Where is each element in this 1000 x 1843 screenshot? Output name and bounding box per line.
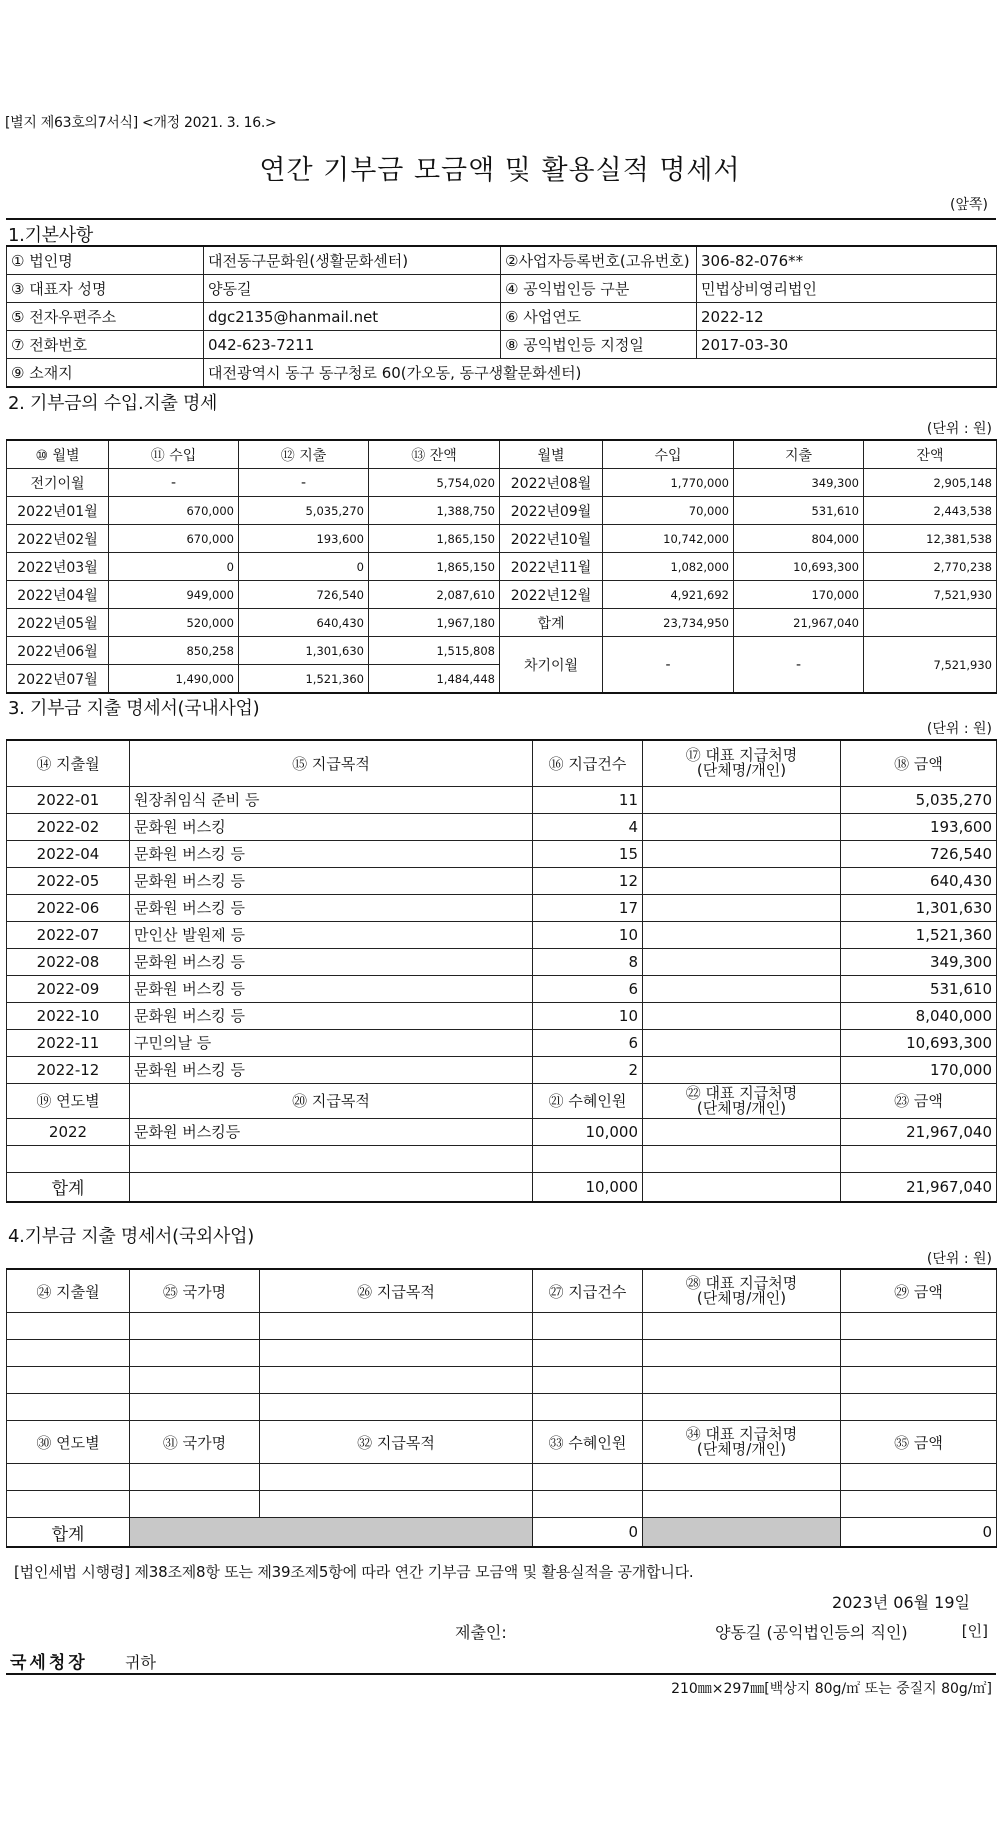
total-beneficiaries: 10,000 xyxy=(533,1172,643,1202)
empty-cell xyxy=(841,1491,997,1518)
empty-cell xyxy=(841,1464,997,1491)
expense-month-cell: 2022-05 xyxy=(7,867,130,894)
expense-cell: 804,000 xyxy=(734,525,864,553)
balance-cell: 1,515,808 xyxy=(369,637,500,665)
income-cell: 1,490,000 xyxy=(109,665,239,694)
month-cell: 2022년12월 xyxy=(500,581,603,609)
empty-cell xyxy=(533,1491,643,1518)
recipient-cell xyxy=(643,975,841,1002)
front-page-label: (앞쪽) xyxy=(950,197,988,213)
amount-cell: 5,035,270 xyxy=(841,786,997,813)
domestic-expense-row xyxy=(7,894,997,921)
month-cell: 2022년01월 xyxy=(7,497,109,525)
field-value: 민법상비영리법인 xyxy=(697,275,997,303)
col-header-recipient xyxy=(643,1269,841,1313)
col-header-expense-month: ㉔ 지출월 xyxy=(7,1269,130,1313)
count-cell: 17 xyxy=(533,894,643,921)
balance-cell: 2,087,610 xyxy=(369,581,500,609)
total-blank xyxy=(130,1172,533,1202)
beneficiaries-cell: 10,000 xyxy=(533,1118,643,1145)
amount-cell: 10,693,300 xyxy=(841,1029,997,1056)
income-cell: 1,770,000 xyxy=(603,469,734,497)
recipient-cell xyxy=(643,867,841,894)
section2-heading: 2. 기부금의 수입.지출 명세 xyxy=(8,393,218,414)
field-value: 042-623-7211 xyxy=(204,331,501,359)
overseas-empty-row xyxy=(7,1313,997,1340)
expense-month-cell: 2022-04 xyxy=(7,840,130,867)
empty-cell xyxy=(7,1340,130,1367)
domestic-expense-table xyxy=(6,739,997,1203)
recipient-header-line2: (단체명/개인) xyxy=(696,1440,787,1458)
recipient-cell xyxy=(643,948,841,975)
year-cell xyxy=(7,1145,130,1172)
submission-date: 2023년 06월 19일 xyxy=(832,1593,970,1612)
carry-over-label: 차기이월 xyxy=(500,637,603,694)
balance-cell: 1,967,180 xyxy=(369,609,500,637)
col-header-recipient xyxy=(643,740,841,786)
balance-cell: 1,388,750 xyxy=(369,497,500,525)
field-label: ⑦ 전화번호 xyxy=(7,331,204,359)
addressee-suffix: 귀하 xyxy=(125,1653,156,1672)
carry-over-income: - xyxy=(603,637,734,694)
income-cell: 4,921,692 xyxy=(603,581,734,609)
empty-cell xyxy=(841,1340,997,1367)
col-header-purpose: ㉖ 지급목적 xyxy=(260,1269,533,1313)
seal-mark: [인] xyxy=(961,1622,988,1640)
empty-cell xyxy=(7,1491,130,1518)
balance-cell: 1,484,448 xyxy=(369,665,500,694)
recipient-header-line1: ㉒ 대표 지급처명 xyxy=(685,1083,798,1102)
empty-cell xyxy=(533,1340,643,1367)
expense-cell: 1,521,360 xyxy=(239,665,369,694)
recipient-header-line2: (단체명/개인) xyxy=(696,761,787,780)
col-header-expense: 지출 xyxy=(734,440,864,469)
empty-cell xyxy=(643,1464,841,1491)
section1-top-rule xyxy=(6,218,996,220)
total-amount: 21,967,040 xyxy=(841,1172,997,1202)
overseas-header2-row xyxy=(7,1421,997,1464)
carry-over-expense: - xyxy=(734,637,864,694)
purpose-cell: 문화원 버스킹 등 xyxy=(130,894,533,921)
expense-month-cell: 2022-12 xyxy=(7,1056,130,1083)
field-value: dgc2135@hanmail.net xyxy=(204,303,501,331)
empty-cell xyxy=(643,1394,841,1421)
col-header-recipient xyxy=(643,1421,841,1464)
empty-cell xyxy=(643,1367,841,1394)
count-cell: 8 xyxy=(533,948,643,975)
balance-cell: 7,521,930 xyxy=(864,581,997,609)
recipient-cell xyxy=(643,921,841,948)
expense-month-cell: 2022-02 xyxy=(7,813,130,840)
income-expense-row xyxy=(7,497,997,525)
col-header-purpose: ⑮ 지급목적 xyxy=(130,740,533,786)
income-expense-row xyxy=(7,637,997,665)
basic-info-row xyxy=(7,246,997,275)
income-expense-row xyxy=(7,609,997,637)
empty-cell xyxy=(7,1394,130,1421)
total-beneficiaries: 0 xyxy=(533,1518,643,1548)
income-cell: 850,258 xyxy=(109,637,239,665)
recipient-cell xyxy=(643,1118,841,1145)
col-header-beneficiaries: ㉑ 수혜인원 xyxy=(533,1083,643,1118)
domestic-expense-row xyxy=(7,1029,997,1056)
empty-cell xyxy=(130,1491,260,1518)
field-value: 양동길 xyxy=(204,275,501,303)
amount-cell: 170,000 xyxy=(841,1056,997,1083)
empty-cell xyxy=(260,1313,533,1340)
income-expense-row xyxy=(7,525,997,553)
overseas-empty-row xyxy=(7,1394,997,1421)
overseas-empty-row xyxy=(7,1491,997,1518)
expense-month-cell: 2022-08 xyxy=(7,948,130,975)
income-cell: 670,000 xyxy=(109,497,239,525)
submitter-name: 양동길 (공익법인등의 직인) xyxy=(715,1623,908,1642)
balance-cell: 2,443,538 xyxy=(864,497,997,525)
empty-cell xyxy=(533,1367,643,1394)
empty-cell xyxy=(643,1313,841,1340)
month-cell: 2022년02월 xyxy=(7,525,109,553)
expense-cell: 349,300 xyxy=(734,469,864,497)
expense-month-cell: 2022-06 xyxy=(7,894,130,921)
domestic-expense-row xyxy=(7,840,997,867)
address-value: 대전광역시 동구 동구청로 60(가오동, 동구생활문화센터) xyxy=(204,359,997,388)
col-header-count: ⑯ 지급건수 xyxy=(533,740,643,786)
total-label: 합계 xyxy=(7,1518,130,1548)
income-cell: - xyxy=(109,469,239,497)
col-header-beneficiaries: ㉝ 수혜인원 xyxy=(533,1421,643,1464)
purpose-cell xyxy=(130,1145,533,1172)
col-header-purpose: ⑳ 지급목적 xyxy=(130,1083,533,1118)
empty-cell xyxy=(7,1313,130,1340)
form-reference: [별지 제63호의7서식] <개정 2021. 3. 16.> xyxy=(5,115,277,131)
section2-unit: (단위 : 원) xyxy=(926,421,992,437)
col-header-balance: ⑬ 잔액 xyxy=(369,440,500,469)
count-cell: 12 xyxy=(533,867,643,894)
col-header-recipient xyxy=(643,1083,841,1118)
empty-cell xyxy=(643,1491,841,1518)
month-cell: 2022년07월 xyxy=(7,665,109,694)
overseas-expense-table xyxy=(6,1268,997,1548)
field-value: 2017-03-30 xyxy=(697,331,997,359)
total-amount: 0 xyxy=(841,1518,997,1548)
expense-cell: 21,967,040 xyxy=(734,609,864,637)
basic-info-row xyxy=(7,359,997,388)
field-value: 2022-12 xyxy=(697,303,997,331)
col-header-month: ⑩ 월별 xyxy=(7,440,109,469)
field-label: ⑧ 공익법인등 지정일 xyxy=(501,331,697,359)
section4-heading: 4.기부금 지출 명세서(국외사업) xyxy=(8,1226,254,1247)
purpose-cell: 만인산 발원제 등 xyxy=(130,921,533,948)
col-header-purpose: ㉜ 지급목적 xyxy=(260,1421,533,1464)
empty-cell xyxy=(643,1340,841,1367)
domestic-expense-row xyxy=(7,948,997,975)
expense-cell: 531,610 xyxy=(734,497,864,525)
domestic-header2-row xyxy=(7,1083,997,1118)
recipient-cell xyxy=(643,1002,841,1029)
domestic-expense-row xyxy=(7,975,997,1002)
income-cell: 23,734,950 xyxy=(603,609,734,637)
balance-cell: 1,865,150 xyxy=(369,553,500,581)
col-header-amount: ㉙ 금액 xyxy=(841,1269,997,1313)
field-label: ④ 공익법인등 구분 xyxy=(501,275,697,303)
section3-unit: (단위 : 원) xyxy=(926,721,992,737)
month-cell: 2022년11월 xyxy=(500,553,603,581)
amount-cell: 640,430 xyxy=(841,867,997,894)
empty-cell xyxy=(260,1394,533,1421)
overseas-total-row xyxy=(7,1518,997,1548)
expense-cell: 726,540 xyxy=(239,581,369,609)
empty-cell xyxy=(7,1367,130,1394)
col-header-amount: ⑱ 금액 xyxy=(841,740,997,786)
address-label: ⑨ 소재지 xyxy=(7,359,204,388)
balance-cell xyxy=(864,609,997,637)
purpose-cell: 문화원 버스킹 등 xyxy=(130,975,533,1002)
col-header-year: ㉚ 연도별 xyxy=(7,1421,130,1464)
overseas-header-row xyxy=(7,1269,997,1313)
footer-rule xyxy=(6,1673,996,1675)
col-header-income: ⑪ 수입 xyxy=(109,440,239,469)
expense-month-cell: 2022-01 xyxy=(7,786,130,813)
amount-cell: 1,301,630 xyxy=(841,894,997,921)
amount-cell: 21,967,040 xyxy=(841,1118,997,1145)
purpose-cell: 구민의날 등 xyxy=(130,1029,533,1056)
overseas-empty-row xyxy=(7,1464,997,1491)
income-expense-header-row xyxy=(7,440,997,469)
income-cell: 0 xyxy=(109,553,239,581)
income-cell: 670,000 xyxy=(109,525,239,553)
purpose-cell: 문화원 버스킹 등 xyxy=(130,948,533,975)
month-cell: 2022년03월 xyxy=(7,553,109,581)
basic-info-table xyxy=(6,245,997,388)
domestic-expense-row xyxy=(7,1056,997,1083)
balance-cell: 5,754,020 xyxy=(369,469,500,497)
domestic-expense-row xyxy=(7,867,997,894)
col-header-income: 수입 xyxy=(603,440,734,469)
month-cell: 2022년10월 xyxy=(500,525,603,553)
count-cell: 10 xyxy=(533,1002,643,1029)
empty-cell xyxy=(130,1394,260,1421)
recipient-header-line2: (단체명/개인) xyxy=(696,1098,787,1117)
col-header-count: ㉗ 지급건수 xyxy=(533,1269,643,1313)
domestic-expense-row xyxy=(7,786,997,813)
year-cell: 2022 xyxy=(7,1118,130,1145)
field-label: ②사업자등록번호(고유번호) xyxy=(501,246,697,275)
overseas-empty-row xyxy=(7,1340,997,1367)
purpose-cell: 문화원 버스킹 등 xyxy=(130,867,533,894)
total-blank xyxy=(643,1172,841,1202)
expense-cell: 10,693,300 xyxy=(734,553,864,581)
purpose-cell: 문화원 버스킹 등 xyxy=(130,1002,533,1029)
recipient-header-line1: ⑰ 대표 지급처명 xyxy=(685,746,798,765)
carry-over-balance: 7,521,930 xyxy=(864,637,997,694)
legal-statement: [법인세법 시행령] 제38조제8항 또는 제39조제5항에 따라 연간 기부금 모금액 및 활용실적을 공개합니다. xyxy=(14,1563,694,1581)
addressee: 국세청장 xyxy=(10,1653,88,1673)
income-cell: 520,000 xyxy=(109,609,239,637)
empty-cell xyxy=(533,1464,643,1491)
col-header-year: ⑲ 연도별 xyxy=(7,1083,130,1118)
empty-cell xyxy=(130,1367,260,1394)
recipient-header-line1: ㉘ 대표 지급처명 xyxy=(685,1274,798,1292)
section3-heading: 3. 기부금 지출 명세서(국내사업) xyxy=(8,698,260,719)
domestic-expense-row xyxy=(7,921,997,948)
month-cell: 2022년05월 xyxy=(7,609,109,637)
expense-month-cell: 2022-11 xyxy=(7,1029,130,1056)
month-cell: 전기이월 xyxy=(7,469,109,497)
paper-spec: 210㎜×297㎜[백상지 80g/㎡ 또는 중질지 80g/㎡] xyxy=(671,1681,992,1697)
basic-info-row xyxy=(7,303,997,331)
balance-cell: 1,865,150 xyxy=(369,525,500,553)
purpose-cell: 문화원 버스킹 xyxy=(130,813,533,840)
amount-cell: 1,521,360 xyxy=(841,921,997,948)
domestic-total-row xyxy=(7,1172,997,1202)
expense-month-cell: 2022-10 xyxy=(7,1002,130,1029)
col-header-country: ㉕ 국가명 xyxy=(130,1269,260,1313)
income-cell: 70,000 xyxy=(603,497,734,525)
recipient-cell xyxy=(643,1056,841,1083)
basic-info-row xyxy=(7,275,997,303)
expense-cell: 193,600 xyxy=(239,525,369,553)
amount-cell: 8,040,000 xyxy=(841,1002,997,1029)
expense-cell: 0 xyxy=(239,553,369,581)
section1-heading: 1.기본사항 xyxy=(8,225,93,246)
purpose-cell: 원장취임식 준비 등 xyxy=(130,786,533,813)
count-cell: 2 xyxy=(533,1056,643,1083)
empty-cell xyxy=(841,1394,997,1421)
section4-unit: (단위 : 원) xyxy=(926,1251,992,1267)
col-header-amount: ㉓ 금액 xyxy=(841,1083,997,1118)
recipient-cell xyxy=(643,840,841,867)
field-label: ① 법인명 xyxy=(7,246,204,275)
expense-cell: 170,000 xyxy=(734,581,864,609)
recipient-header-line2: (단체명/개인) xyxy=(696,1289,787,1307)
count-cell: 11 xyxy=(533,786,643,813)
field-value: 306-82-076** xyxy=(697,246,997,275)
total-shaded-cell xyxy=(130,1518,533,1548)
amount-cell: 531,610 xyxy=(841,975,997,1002)
count-cell: 4 xyxy=(533,813,643,840)
domestic-year-row xyxy=(7,1118,997,1145)
empty-cell xyxy=(260,1367,533,1394)
expense-cell: 5,035,270 xyxy=(239,497,369,525)
empty-cell xyxy=(7,1464,130,1491)
col-header-balance: 잔액 xyxy=(864,440,997,469)
basic-info-row xyxy=(7,331,997,359)
total-shaded-cell xyxy=(643,1518,841,1548)
domestic-expense-row xyxy=(7,1002,997,1029)
empty-cell xyxy=(260,1464,533,1491)
balance-cell: 2,905,148 xyxy=(864,469,997,497)
empty-cell xyxy=(260,1340,533,1367)
month-cell: 합계 xyxy=(500,609,603,637)
field-label: ③ 대표자 성명 xyxy=(7,275,204,303)
count-cell: 6 xyxy=(533,975,643,1002)
field-label: ⑤ 전자우편주소 xyxy=(7,303,204,331)
document-title: 연간 기부금 모금액 및 활용실적 명세서 xyxy=(259,155,741,186)
purpose-cell: 문화원 버스킹 등 xyxy=(130,840,533,867)
recipient-cell xyxy=(643,786,841,813)
recipient-cell xyxy=(643,894,841,921)
month-cell: 2022년09월 xyxy=(500,497,603,525)
recipient-cell xyxy=(643,1145,841,1172)
purpose-cell: 문화원 버스킹등 xyxy=(130,1118,533,1145)
amount-cell: 193,600 xyxy=(841,813,997,840)
beneficiaries-cell xyxy=(533,1145,643,1172)
count-cell: 6 xyxy=(533,1029,643,1056)
month-cell: 2022년08월 xyxy=(500,469,603,497)
income-cell: 949,000 xyxy=(109,581,239,609)
recipient-cell xyxy=(643,813,841,840)
empty-cell xyxy=(533,1394,643,1421)
expense-month-cell: 2022-07 xyxy=(7,921,130,948)
empty-cell xyxy=(841,1367,997,1394)
income-expense-row xyxy=(7,469,997,497)
expense-cell: 1,301,630 xyxy=(239,637,369,665)
domestic-year-row xyxy=(7,1145,997,1172)
field-value: 대전동구문화원(생활문화센터) xyxy=(204,246,501,275)
empty-cell xyxy=(841,1313,997,1340)
domestic-expense-row xyxy=(7,813,997,840)
empty-cell xyxy=(533,1313,643,1340)
month-cell: 2022년04월 xyxy=(7,581,109,609)
expense-cell: 640,430 xyxy=(239,609,369,637)
amount-cell xyxy=(841,1145,997,1172)
income-expense-table xyxy=(6,439,997,694)
col-header-expense-month: ⑭ 지출월 xyxy=(7,740,130,786)
col-header-amount: ㉟ 금액 xyxy=(841,1421,997,1464)
income-cell: 1,082,000 xyxy=(603,553,734,581)
income-cell: 10,742,000 xyxy=(603,525,734,553)
col-header-country: ㉛ 국가명 xyxy=(130,1421,260,1464)
field-label: ⑥ 사업연도 xyxy=(501,303,697,331)
submitter-label: 제출인: xyxy=(455,1623,507,1642)
col-header-expense: ⑫ 지출 xyxy=(239,440,369,469)
income-expense-row xyxy=(7,581,997,609)
empty-cell xyxy=(130,1340,260,1367)
count-cell: 10 xyxy=(533,921,643,948)
amount-cell: 349,300 xyxy=(841,948,997,975)
month-cell: 2022년06월 xyxy=(7,637,109,665)
total-label: 합계 xyxy=(7,1172,130,1202)
domestic-header-row xyxy=(7,740,997,786)
balance-cell: 12,381,538 xyxy=(864,525,997,553)
amount-cell: 726,540 xyxy=(841,840,997,867)
empty-cell xyxy=(130,1313,260,1340)
purpose-cell: 문화원 버스킹 등 xyxy=(130,1056,533,1083)
overseas-empty-row xyxy=(7,1367,997,1394)
empty-cell xyxy=(260,1491,533,1518)
recipient-header-line1: ㉞ 대표 지급처명 xyxy=(685,1425,798,1443)
income-expense-row xyxy=(7,553,997,581)
empty-cell xyxy=(130,1464,260,1491)
balance-cell: 2,770,238 xyxy=(864,553,997,581)
count-cell: 15 xyxy=(533,840,643,867)
expense-cell: - xyxy=(239,469,369,497)
recipient-cell xyxy=(643,1029,841,1056)
expense-month-cell: 2022-09 xyxy=(7,975,130,1002)
col-header-month: 월별 xyxy=(500,440,603,469)
